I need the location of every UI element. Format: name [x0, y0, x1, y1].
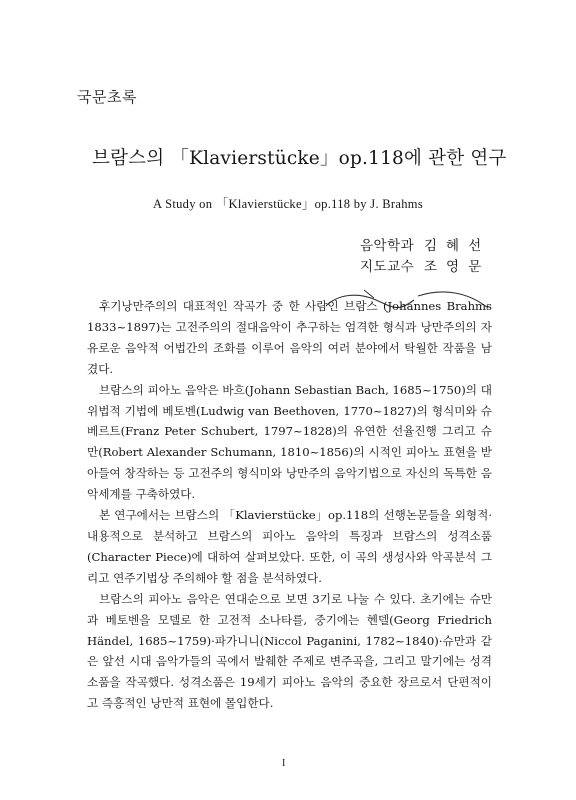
abstract-paragraph: 후기낭만주의의 대표적인 작곡가 중 한 사람인 브람스 (Johannes Brahms 1833~1897)는 고전주의의 절대음악이 추구하는 엄격한 형식과 낭만주의의 자유로운 음악적 어법간의 조화를 이루어 음악의 여러 분야에서 탁월한 작품을 남겼다. [87, 299, 492, 376]
abstract-paragraph: 브람스의 피아노 음악은 연대순으로 보면 3기로 나눌 수 있다. 초기에는 슈만과 베토벤을 모델로 한 고전적 소나타를, 중기에는 헨델(Georg Friedrich Händel, 1685~1759)·파가니니(Niccol Paganini, 1782~1840)·슈만과 같은 앞선 시대 음악가들의 곡에서 발췌한 주제로 변주곡을, 그리고 말기에는 성격소품을 작곡했다. 성격소품은 19세기 피아노 음악의 중요한 장르로서 단편적이고 즉흥적인 낭만적 표현에 몰입한다. [87, 591, 492, 711]
author-row [360, 236, 510, 257]
abstract-body [87, 296, 492, 714]
author-block [360, 236, 510, 278]
author-name: 김혜선 [424, 238, 491, 254]
advisor-name: 조영문 [424, 259, 491, 275]
paper-subtitle: A Study on 「Klavierstücke」op.118 by J. Brahms [153, 197, 423, 211]
advisor-row [360, 257, 510, 278]
abstract-paragraph: 본 연구에서는 브람스의 「Klavierstücke」op.118의 선행논문들을 외형적·내용적으로 분석하고 브람스의 피아노 음악의 특징과 브람스의 성격소품(Character Piece)에 대하여 살펴보았다. 또한, 이 곡의 생성사와 악곡분석 그리고 연주기법상 주의해야 할 점을 분석하였다. [87, 508, 492, 585]
advisor-role: 지도교수 [360, 259, 415, 275]
author-department: 음악학과 [360, 238, 415, 254]
page-number: I [282, 758, 286, 769]
paper-title: 브람스의 「Klavierstücke」op.118에 관한 연구 [92, 148, 507, 169]
abstract-paragraph: 브람스의 피아노 음악은 바흐(Johann Sebastian Bach, 1685~1750)의 대위법적 기법에 베토벤(Ludwig van Beethoven, 1770~1827)의 형식미와 슈베르트(Franz Peter Schubert, 1797~1828)의 유연한 선율진행 그리고 슈만(Robert Alexander Schumann, 1810~1856)의 시적인 피아노 표현을 받아들여 창작하는 등 고전주의 형식미와 낭만주의 음악기법으로 자신의 독특한 음악세계를 구축하였다. [87, 382, 492, 502]
section-label: 국문초록 [77, 88, 137, 106]
